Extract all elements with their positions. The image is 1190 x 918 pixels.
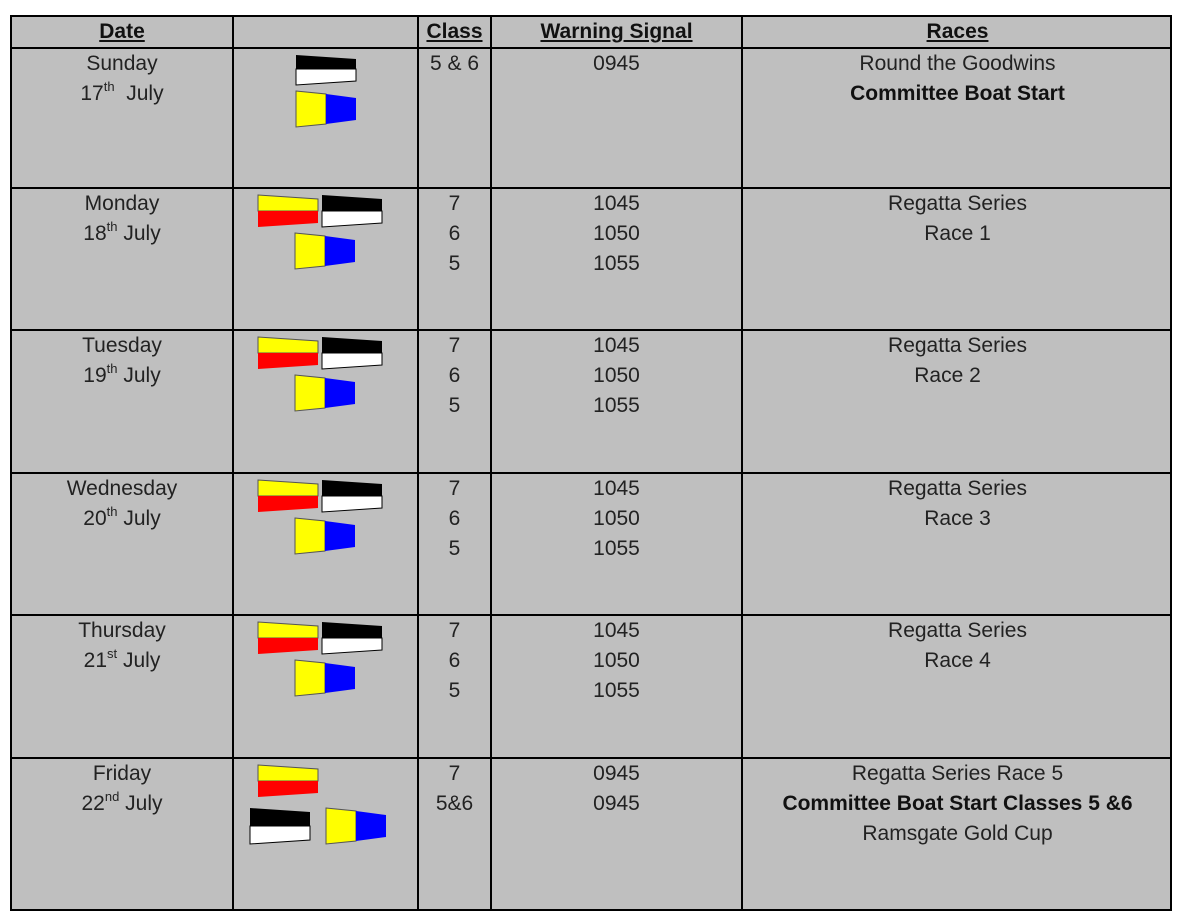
races-cell (743, 474, 1172, 534)
warning-time: 0945 (593, 792, 640, 815)
class-value: 6 (448, 507, 461, 530)
class-cell (419, 331, 490, 421)
race-note: Committee Boat Start (850, 82, 1065, 105)
yellow-blue-pennant-icon (294, 374, 356, 412)
day-date: 18th July (83, 219, 161, 245)
yellow-blue-pennant-icon (294, 517, 356, 555)
yellow-red-pennant-icon (257, 764, 319, 798)
date-cell (12, 189, 232, 249)
class-value: 6 (448, 222, 461, 245)
class-value: 6 (448, 649, 461, 672)
day-name: Thursday (78, 619, 166, 642)
black-white-pennant-icon (321, 621, 383, 655)
yellow-red-pennant-icon (257, 336, 319, 370)
header-races: Races (926, 20, 989, 43)
race-number: Race 3 (924, 507, 991, 530)
header-date: Date (99, 20, 145, 43)
black-white-pennant-icon (295, 54, 357, 86)
day-date: 22nd July (81, 789, 163, 815)
warning-time: 0945 (593, 52, 640, 75)
race-name: Regatta Series (888, 192, 1027, 215)
class-value: 5 (448, 252, 461, 275)
races-cell (743, 616, 1172, 676)
race-name: Regatta Series Race 5 (851, 762, 1064, 785)
warning-time: 1045 (593, 192, 640, 215)
black-white-pennant-icon (321, 336, 383, 370)
warning-cell (492, 759, 741, 819)
day-name: Monday (84, 192, 160, 215)
warning-cell (492, 616, 741, 706)
yellow-red-pennant-icon (257, 621, 319, 655)
warning-cell (492, 189, 741, 279)
header-class: Class (426, 20, 483, 43)
black-white-pennant-icon (321, 194, 383, 228)
class-value: 7 (448, 334, 461, 357)
class-value: 6 (448, 364, 461, 387)
column-divider (232, 17, 234, 909)
class-cell (419, 49, 490, 79)
day-name: Friday (92, 762, 152, 785)
class-value: 5&6 (435, 792, 474, 815)
day-name: Wednesday (66, 477, 178, 500)
warning-cell (492, 49, 741, 79)
race-name: Regatta Series (888, 477, 1027, 500)
day-name: Sunday (86, 52, 158, 75)
class-cell (419, 474, 490, 564)
yellow-red-pennant-icon (257, 479, 319, 513)
class-value: 5 & 6 (429, 52, 480, 75)
warning-time: 1055 (593, 252, 640, 275)
class-cell (419, 616, 490, 706)
races-cell (743, 49, 1172, 109)
class-value: 7 (448, 477, 461, 500)
warning-time: 1045 (593, 334, 640, 357)
race-number: Race 2 (914, 364, 981, 387)
class-cell (419, 759, 490, 819)
class-value: 7 (448, 762, 461, 785)
day-date: 19th July (83, 361, 161, 387)
warning-time: 1055 (593, 394, 640, 417)
race-name: Regatta Series (888, 334, 1027, 357)
yellow-blue-pennant-icon (294, 232, 356, 270)
black-white-pennant-icon (321, 479, 383, 513)
day-name: Tuesday (82, 334, 162, 357)
date-cell (12, 331, 232, 391)
race-name: Round the Goodwins (859, 52, 1056, 75)
yellow-red-pennant-icon (257, 194, 319, 228)
races-cell (743, 759, 1172, 849)
races-cell (743, 331, 1172, 391)
header-warning-signal: Warning Signal (540, 20, 693, 43)
race-name: Regatta Series (888, 619, 1027, 642)
header-flags (234, 17, 417, 47)
class-value: 5 (448, 537, 461, 560)
yellow-blue-pennant-icon (325, 807, 387, 845)
yellow-blue-pennant-icon (295, 90, 357, 128)
race-name: Ramsgate Gold Cup (862, 822, 1053, 845)
race-number: Race 1 (924, 222, 991, 245)
warning-time: 1045 (593, 619, 640, 642)
day-date: 17th July (80, 79, 164, 105)
warning-cell (492, 474, 741, 564)
race-number: Race 4 (924, 649, 991, 672)
warning-time: 1055 (593, 679, 640, 702)
class-cell (419, 189, 490, 279)
warning-time: 1050 (593, 649, 640, 672)
warning-time: 1055 (593, 537, 640, 560)
warning-time: 0945 (593, 762, 640, 785)
races-cell (743, 189, 1172, 249)
class-value: 5 (448, 679, 461, 702)
warning-time: 1045 (593, 477, 640, 500)
date-cell (12, 759, 232, 819)
warning-time: 1050 (593, 507, 640, 530)
class-value: 7 (448, 192, 461, 215)
day-date: 20th July (83, 504, 161, 530)
race-note: Committee Boat Start Classes 5 &6 (782, 792, 1133, 815)
day-date: 21st July (83, 646, 161, 672)
date-cell (12, 49, 232, 109)
warning-time: 1050 (593, 364, 640, 387)
yellow-blue-pennant-icon (294, 659, 356, 697)
race-schedule-table (10, 15, 1172, 911)
class-value: 7 (448, 619, 461, 642)
warning-cell (492, 331, 741, 421)
class-value: 5 (448, 394, 461, 417)
warning-time: 1050 (593, 222, 640, 245)
black-white-pennant-icon (249, 807, 311, 845)
date-cell (12, 616, 232, 676)
date-cell (12, 474, 232, 534)
